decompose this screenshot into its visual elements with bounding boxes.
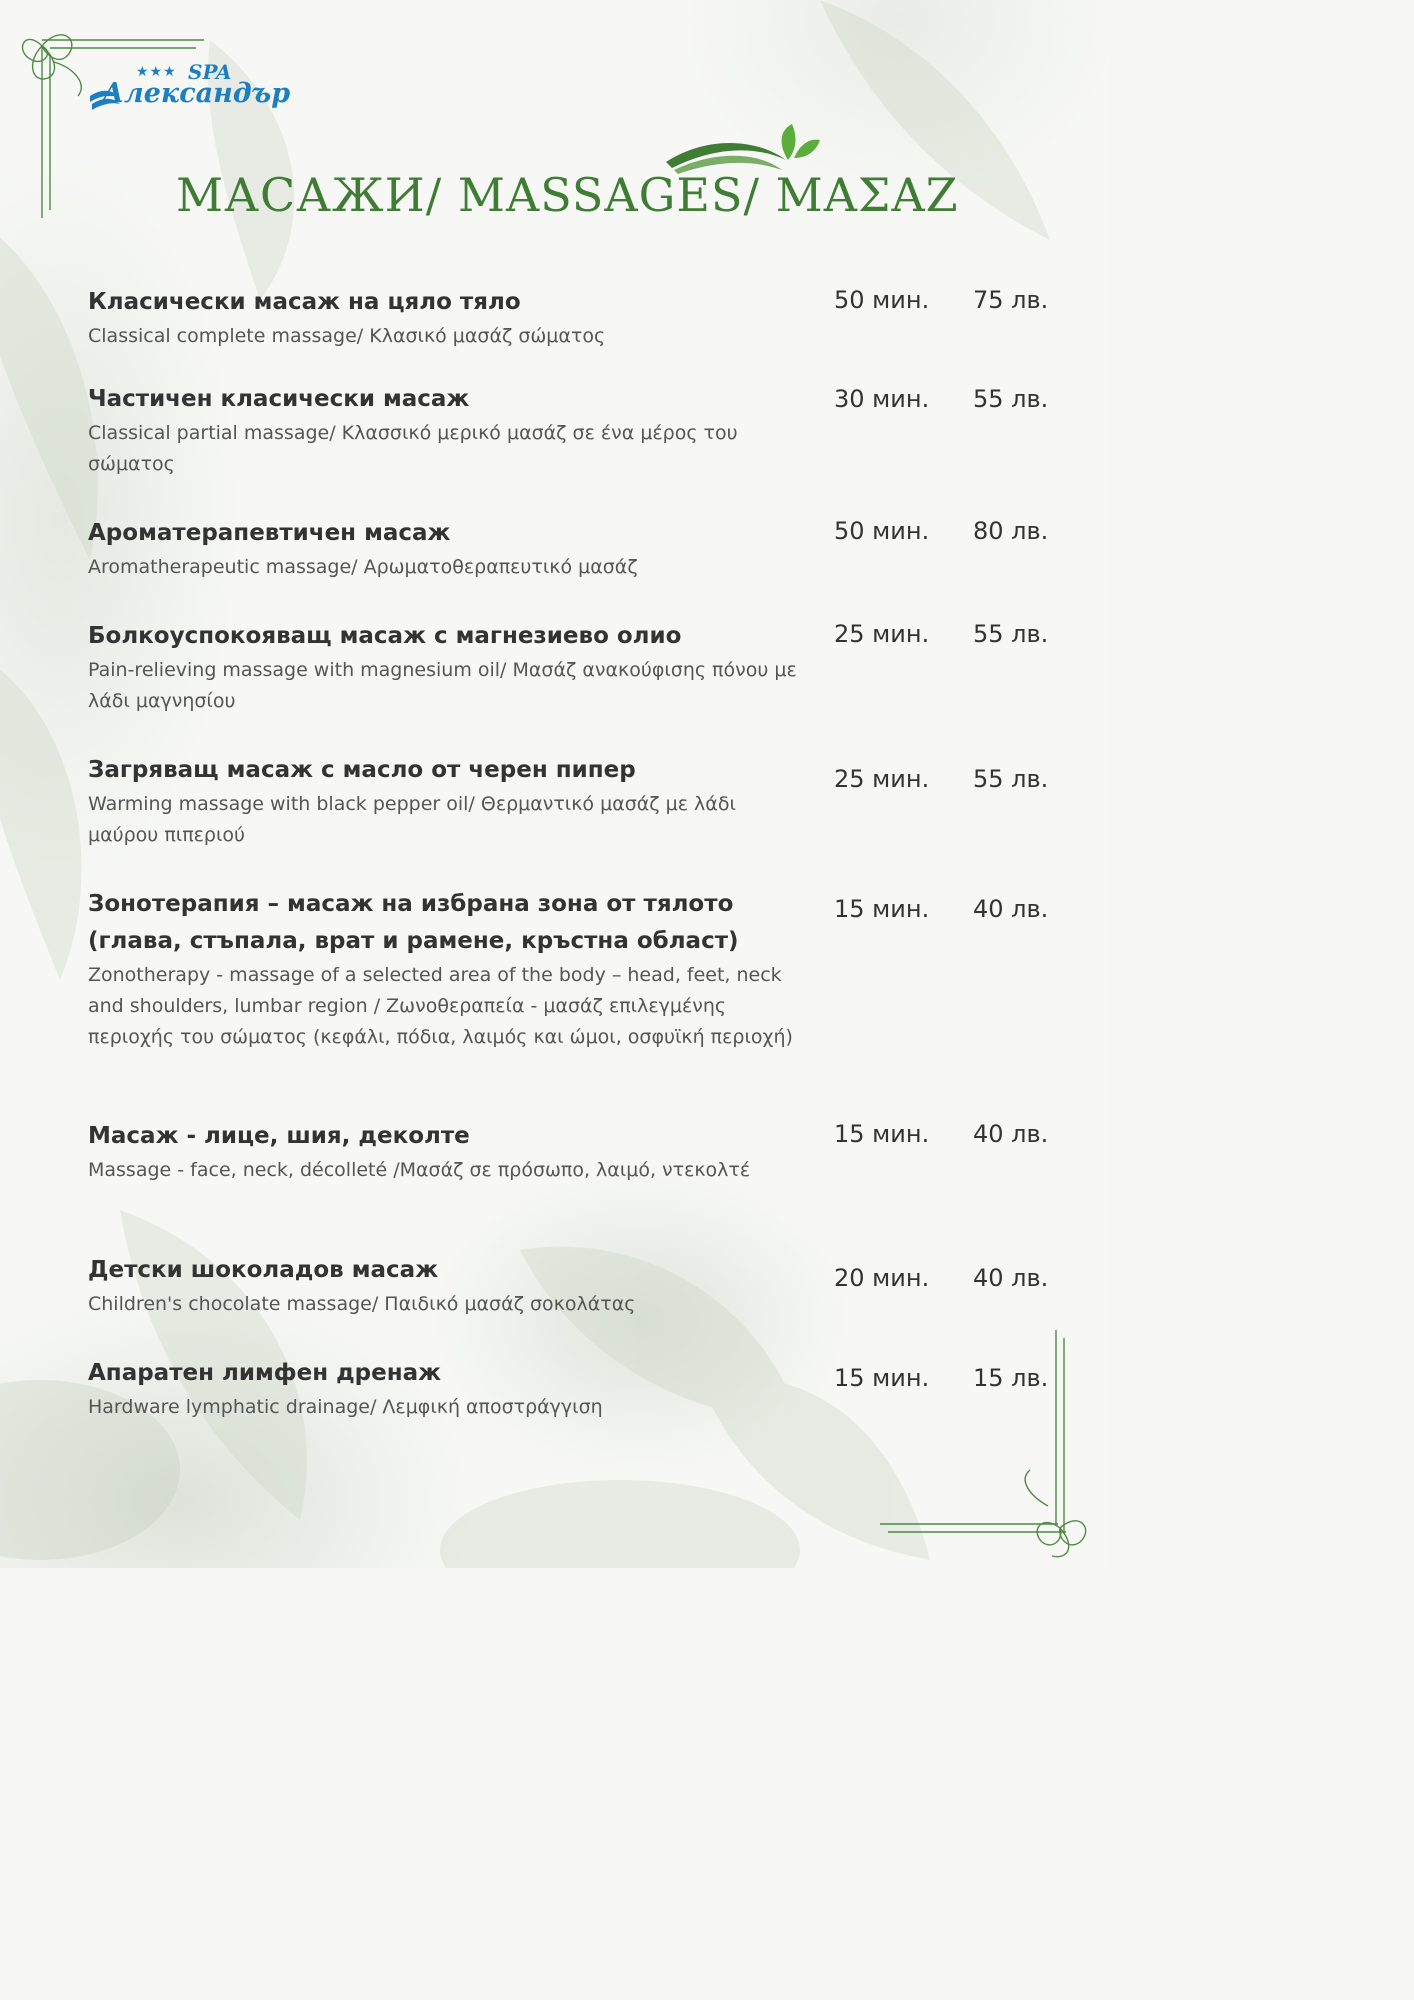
service-price: 40 лв. bbox=[973, 895, 1049, 923]
service-item bbox=[88, 618, 1048, 717]
service-price: 40 лв. bbox=[973, 1264, 1049, 1292]
service-duration: 50 мин. bbox=[834, 286, 930, 314]
service-price: 75 лв. bbox=[973, 286, 1049, 314]
service-name: Класически масаж на цяло тяло bbox=[88, 289, 521, 315]
service-description: Children's chocolate massage/ Παιδικό μασάζ σοκολάτας bbox=[88, 1293, 636, 1315]
service-name: Болкоуспокояващ масаж с магнезиево олио bbox=[88, 623, 682, 649]
service-description: Hardware lymphatic drainage/ Λεμφική αποστράγγιση bbox=[88, 1396, 603, 1418]
service-description: Aromatherapeutic massage/ Αρωματοθεραπευτικό μασάζ bbox=[88, 556, 638, 578]
service-price: 15 лв. bbox=[973, 1364, 1049, 1392]
service-item bbox=[88, 1252, 1048, 1320]
service-duration: 15 мин. bbox=[834, 1364, 930, 1392]
service-name: Частичен класически масаж bbox=[88, 386, 470, 412]
service-description: Warming massage with black pepper oil/ Θερμαντικό μασάζ με λάδι μαύρου πιπεριού bbox=[88, 793, 736, 846]
service-description: Pain-relieving massage with magnesium oil/ Μασάζ ανακούφισης πόνου με λάδι μαγνησίου bbox=[88, 659, 797, 712]
service-description: Massage - face, neck, décolleté /Μασάζ σε πρόσωπο, λαιμό, ντεκολτέ bbox=[88, 1159, 751, 1181]
service-name: Масаж - лице, шия, деколте bbox=[88, 1123, 470, 1149]
service-item bbox=[88, 886, 1048, 1053]
logo-stars: ★★★ bbox=[136, 64, 177, 80]
service-duration: 15 мин. bbox=[834, 1120, 930, 1148]
service-price: 55 лв. bbox=[973, 385, 1049, 413]
logo-brand-name: Александър bbox=[102, 78, 291, 109]
service-duration: 50 мин. bbox=[834, 517, 930, 545]
service-price: 55 лв. bbox=[973, 620, 1049, 648]
spa-logo bbox=[88, 62, 318, 122]
service-item bbox=[88, 752, 1048, 851]
service-description: Zonotherapy - massage of a selected area of the body – head, feet, neck and shoulders, lumbar region / Ζωνοθεραπεία - μασάζ επιλεγμένης περιοχής του σώματος (κεφάλι, πόδια, λαιμός και ώμοι, οσφυϊκή περιοχή) bbox=[88, 964, 793, 1048]
service-description: Classical complete massage/ Κλασικό μασάζ σώματος bbox=[88, 325, 606, 347]
service-name: Детски шоколадов масаж bbox=[88, 1257, 439, 1283]
service-item bbox=[88, 381, 1048, 480]
service-duration: 25 мин. bbox=[834, 620, 930, 648]
service-item bbox=[88, 284, 1048, 352]
service-name: Апаратен лимфен дренаж bbox=[88, 1360, 442, 1386]
service-price: 55 лв. bbox=[973, 765, 1049, 793]
page-title: МАСАЖИ/ MASSAGES/ ΜΑΣΑΖ bbox=[176, 168, 959, 222]
service-duration: 15 мин. bbox=[834, 895, 930, 923]
service-duration: 25 мин. bbox=[834, 765, 930, 793]
service-duration: 20 мин. bbox=[834, 1264, 930, 1292]
service-description: Classical partial massage/ Κλασσικό μερικό μασάζ σε ένα μέρος του σώματος bbox=[88, 422, 738, 475]
service-name: Ароматерапевтичен масаж bbox=[88, 520, 451, 546]
logo-spa: SPA bbox=[188, 60, 232, 84]
service-duration: 30 мин. bbox=[834, 385, 930, 413]
service-item bbox=[88, 1355, 1048, 1423]
service-item bbox=[88, 1118, 1048, 1186]
service-item bbox=[88, 515, 1048, 583]
service-name: Загряващ масаж с масло от черен пипер bbox=[88, 757, 636, 783]
service-price: 80 лв. bbox=[973, 517, 1049, 545]
service-price: 40 лв. bbox=[973, 1120, 1049, 1148]
service-name: Зонотерапия – масаж на избрана зона от тялото (глава, стъпала, врат и рамене, кръстна област) bbox=[88, 891, 739, 954]
